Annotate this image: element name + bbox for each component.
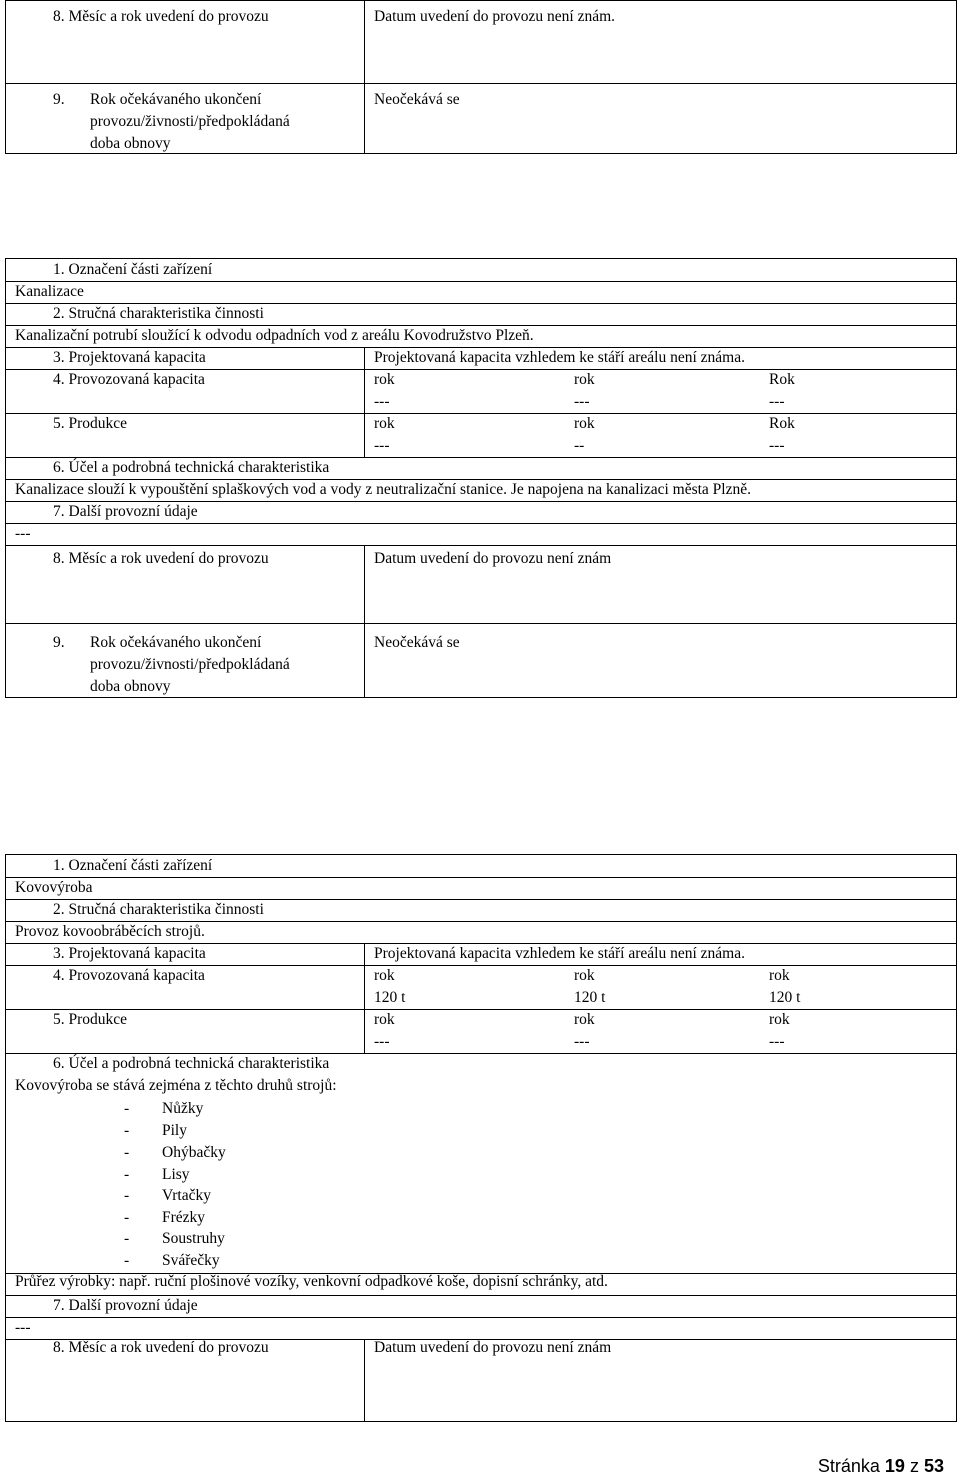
list-item: Frézky	[162, 1209, 206, 1226]
section4-value: 120 t	[574, 989, 606, 1006]
section5-value: ---	[769, 437, 785, 454]
section4-header: Rok	[769, 371, 795, 388]
row9-label-line3: doba obnovy	[90, 135, 171, 152]
section9-label-line2: provozu/živnosti/předpokládaná	[90, 656, 290, 673]
section9-value: Neočekává se	[374, 634, 460, 651]
list-item: Lisy	[162, 1166, 190, 1183]
page-separator: z	[904, 1456, 924, 1476]
section3-title: 3. Projektovaná kapacita	[53, 349, 206, 366]
block2-table	[5, 854, 957, 1422]
section6-title: 6. Účel a podrobná technická charakteristika	[53, 1055, 330, 1072]
list-bullet: -	[124, 1144, 130, 1161]
section4-title: 4. Provozovaná kapacita	[53, 371, 205, 388]
list-bullet: -	[124, 1187, 130, 1204]
section5-value: ---	[374, 437, 390, 454]
list-bullet: -	[124, 1166, 130, 1183]
row9-label-line2: provozu/živnosti/předpokládaná	[90, 113, 290, 130]
section5-value: --	[574, 437, 585, 454]
section6-intro: Kovovýroba se stává zejména z těchto druhů strojů:	[15, 1077, 337, 1094]
section6-value: Kanalizace slouží k vypouštění splaškových vod a vody z neutralizační stanice. Je napojena na kanalizaci města Plzně.	[15, 481, 751, 498]
section8-title: 8. Měsíc a rok uvedení do provozu	[53, 1339, 269, 1356]
section1-value: Kanalizace	[15, 283, 84, 300]
section9-number: 9.	[53, 634, 65, 651]
section9-label-line3: doba obnovy	[90, 678, 171, 695]
list-item: Ohýbačky	[162, 1144, 226, 1161]
section7-value: ---	[15, 525, 31, 542]
block1-table	[5, 258, 957, 698]
section2-value: Provoz kovoobráběcích strojů.	[15, 923, 205, 940]
section3-value: Projektovaná kapacita vzhledem ke stáří areálu není známa.	[374, 349, 745, 366]
section6-title: 6. Účel a podrobná technická charakteristika	[53, 459, 330, 476]
section3-value: Projektovaná kapacita vzhledem ke stáří areálu není známa.	[374, 945, 745, 962]
section4-title: 4. Provozovaná kapacita	[53, 967, 205, 984]
page-number: 19	[884, 1456, 905, 1476]
section5-title: 5. Produkce	[53, 415, 128, 432]
section5-header: Rok	[769, 415, 795, 432]
section5-title: 5. Produkce	[53, 1011, 128, 1028]
row8-label: 8. Měsíc a rok uvedení do provozu	[53, 8, 269, 25]
list-bullet: -	[124, 1209, 130, 1226]
list-bullet: -	[124, 1230, 130, 1247]
list-item: Vrtačky	[162, 1187, 211, 1204]
section7-title: 7. Další provozní údaje	[53, 503, 198, 520]
section7-title: 7. Další provozní údaje	[53, 1297, 198, 1314]
section8-value: Datum uvedení do provozu není znám	[374, 1339, 612, 1356]
section6-products: Průřez výrobky: např. ruční plošinové vozíky, venkovní odpadkové koše, dopisní schránky, atd.	[15, 1273, 608, 1290]
section4-value: ---	[374, 393, 390, 410]
row9-number: 9.	[53, 91, 65, 108]
section5-header: rok	[374, 415, 395, 432]
section4-header: rok	[769, 967, 790, 984]
section8-value: Datum uvedení do provozu není znám	[374, 550, 612, 567]
row8-value: Datum uvedení do provozu není znám.	[374, 8, 616, 25]
section1-value: Kovovýroba	[15, 879, 93, 896]
section3-title: 3. Projektovaná kapacita	[53, 945, 206, 962]
list-item: Soustruhy	[162, 1230, 225, 1247]
section1-title: 1. Označení části zařízení	[53, 261, 213, 278]
page-label: Stránka	[817, 1456, 885, 1476]
section4-value: ---	[769, 393, 785, 410]
section9-label-line1: Rok očekávaného ukončení	[90, 634, 262, 651]
section2-value: Kanalizační potrubí sloužící k odvodu odpadních vod z areálu Kovodružstvo Plzeň.	[15, 327, 534, 344]
section4-header: rok	[574, 967, 595, 984]
section4-header: rok	[374, 967, 395, 984]
section2-title: 2. Stručná charakteristika činnosti	[53, 901, 264, 918]
section4-value: ---	[574, 393, 590, 410]
section8-title: 8. Měsíc a rok uvedení do provozu	[53, 550, 269, 567]
list-bullet: -	[124, 1100, 130, 1117]
section5-value: ---	[374, 1033, 390, 1050]
section5-value: ---	[574, 1033, 590, 1050]
list-bullet: -	[124, 1252, 130, 1269]
section7-value: ---	[15, 1319, 31, 1336]
section4-value: 120 t	[769, 989, 801, 1006]
section2-title: 2. Stručná charakteristika činnosti	[53, 305, 264, 322]
section5-header: rok	[574, 415, 595, 432]
row9-label-line1: Rok očekávaného ukončení	[90, 91, 262, 108]
section4-header: rok	[574, 371, 595, 388]
section4-header: rok	[374, 371, 395, 388]
section5-header: rok	[769, 1011, 790, 1028]
list-item: Svářečky	[162, 1252, 220, 1269]
row9-value: Neočekává se	[374, 91, 460, 108]
page-total: 53	[923, 1456, 944, 1476]
section5-value: ---	[769, 1033, 785, 1050]
section1-title: 1. Označení části zařízení	[53, 857, 213, 874]
page-footer	[818, 1453, 944, 1479]
row-divider	[6, 83, 956, 84]
block0-table	[5, 0, 957, 154]
section5-header: rok	[574, 1011, 595, 1028]
column-divider	[364, 1, 365, 153]
list-bullet: -	[124, 1122, 130, 1139]
list-item: Nůžky	[162, 1100, 204, 1117]
list-item: Pily	[162, 1122, 187, 1139]
section5-header: rok	[374, 1011, 395, 1028]
section4-value: 120 t	[374, 989, 406, 1006]
